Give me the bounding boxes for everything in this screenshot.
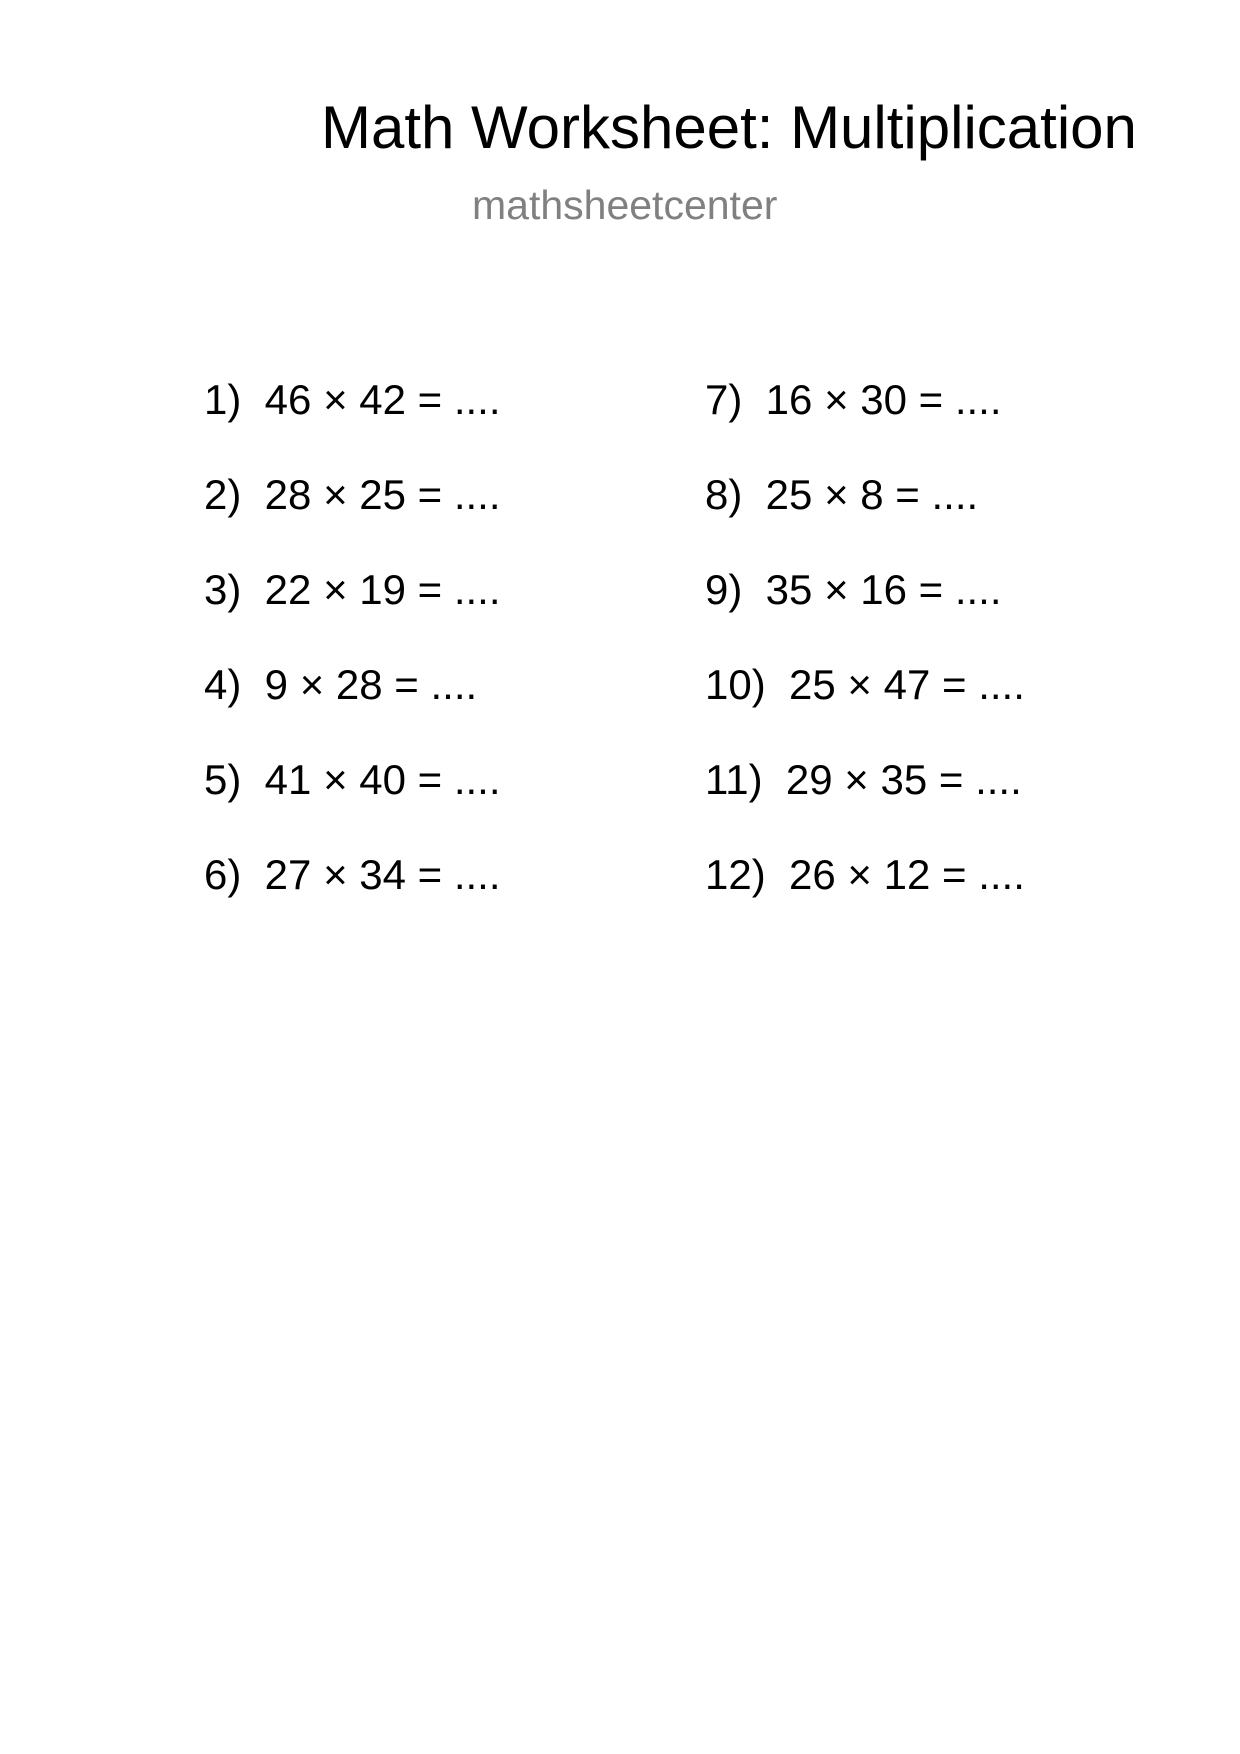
problems-right-column	[705, 352, 1025, 922]
problem-1: 1) 46 × 42 = ....	[204, 376, 501, 423]
problem-12: 12) 26 × 12 = ....	[705, 851, 1025, 898]
problem-2: 2) 28 × 25 = ....	[204, 471, 501, 518]
worksheet-title: Math Worksheet: Multiplication	[321, 94, 1137, 161]
problem-4: 4) 9 × 28 = ....	[204, 661, 478, 708]
problem-5: 5) 41 × 40 = ....	[204, 756, 501, 803]
worksheet-source: mathsheetcenter	[472, 182, 778, 228]
problem-9: 9) 35 × 16 = ....	[705, 566, 1002, 613]
problem-8: 8) 25 × 8 = ....	[705, 471, 979, 518]
problem-7: 7) 16 × 30 = ....	[705, 376, 1002, 423]
problem-6: 6) 27 × 34 = ....	[204, 851, 501, 898]
problem-3: 3) 22 × 19 = ....	[204, 566, 501, 613]
problem-11: 11) 29 × 35 = ....	[705, 756, 1022, 803]
problems-left-column	[204, 352, 501, 922]
problem-10: 10) 25 × 47 = ....	[705, 661, 1025, 708]
